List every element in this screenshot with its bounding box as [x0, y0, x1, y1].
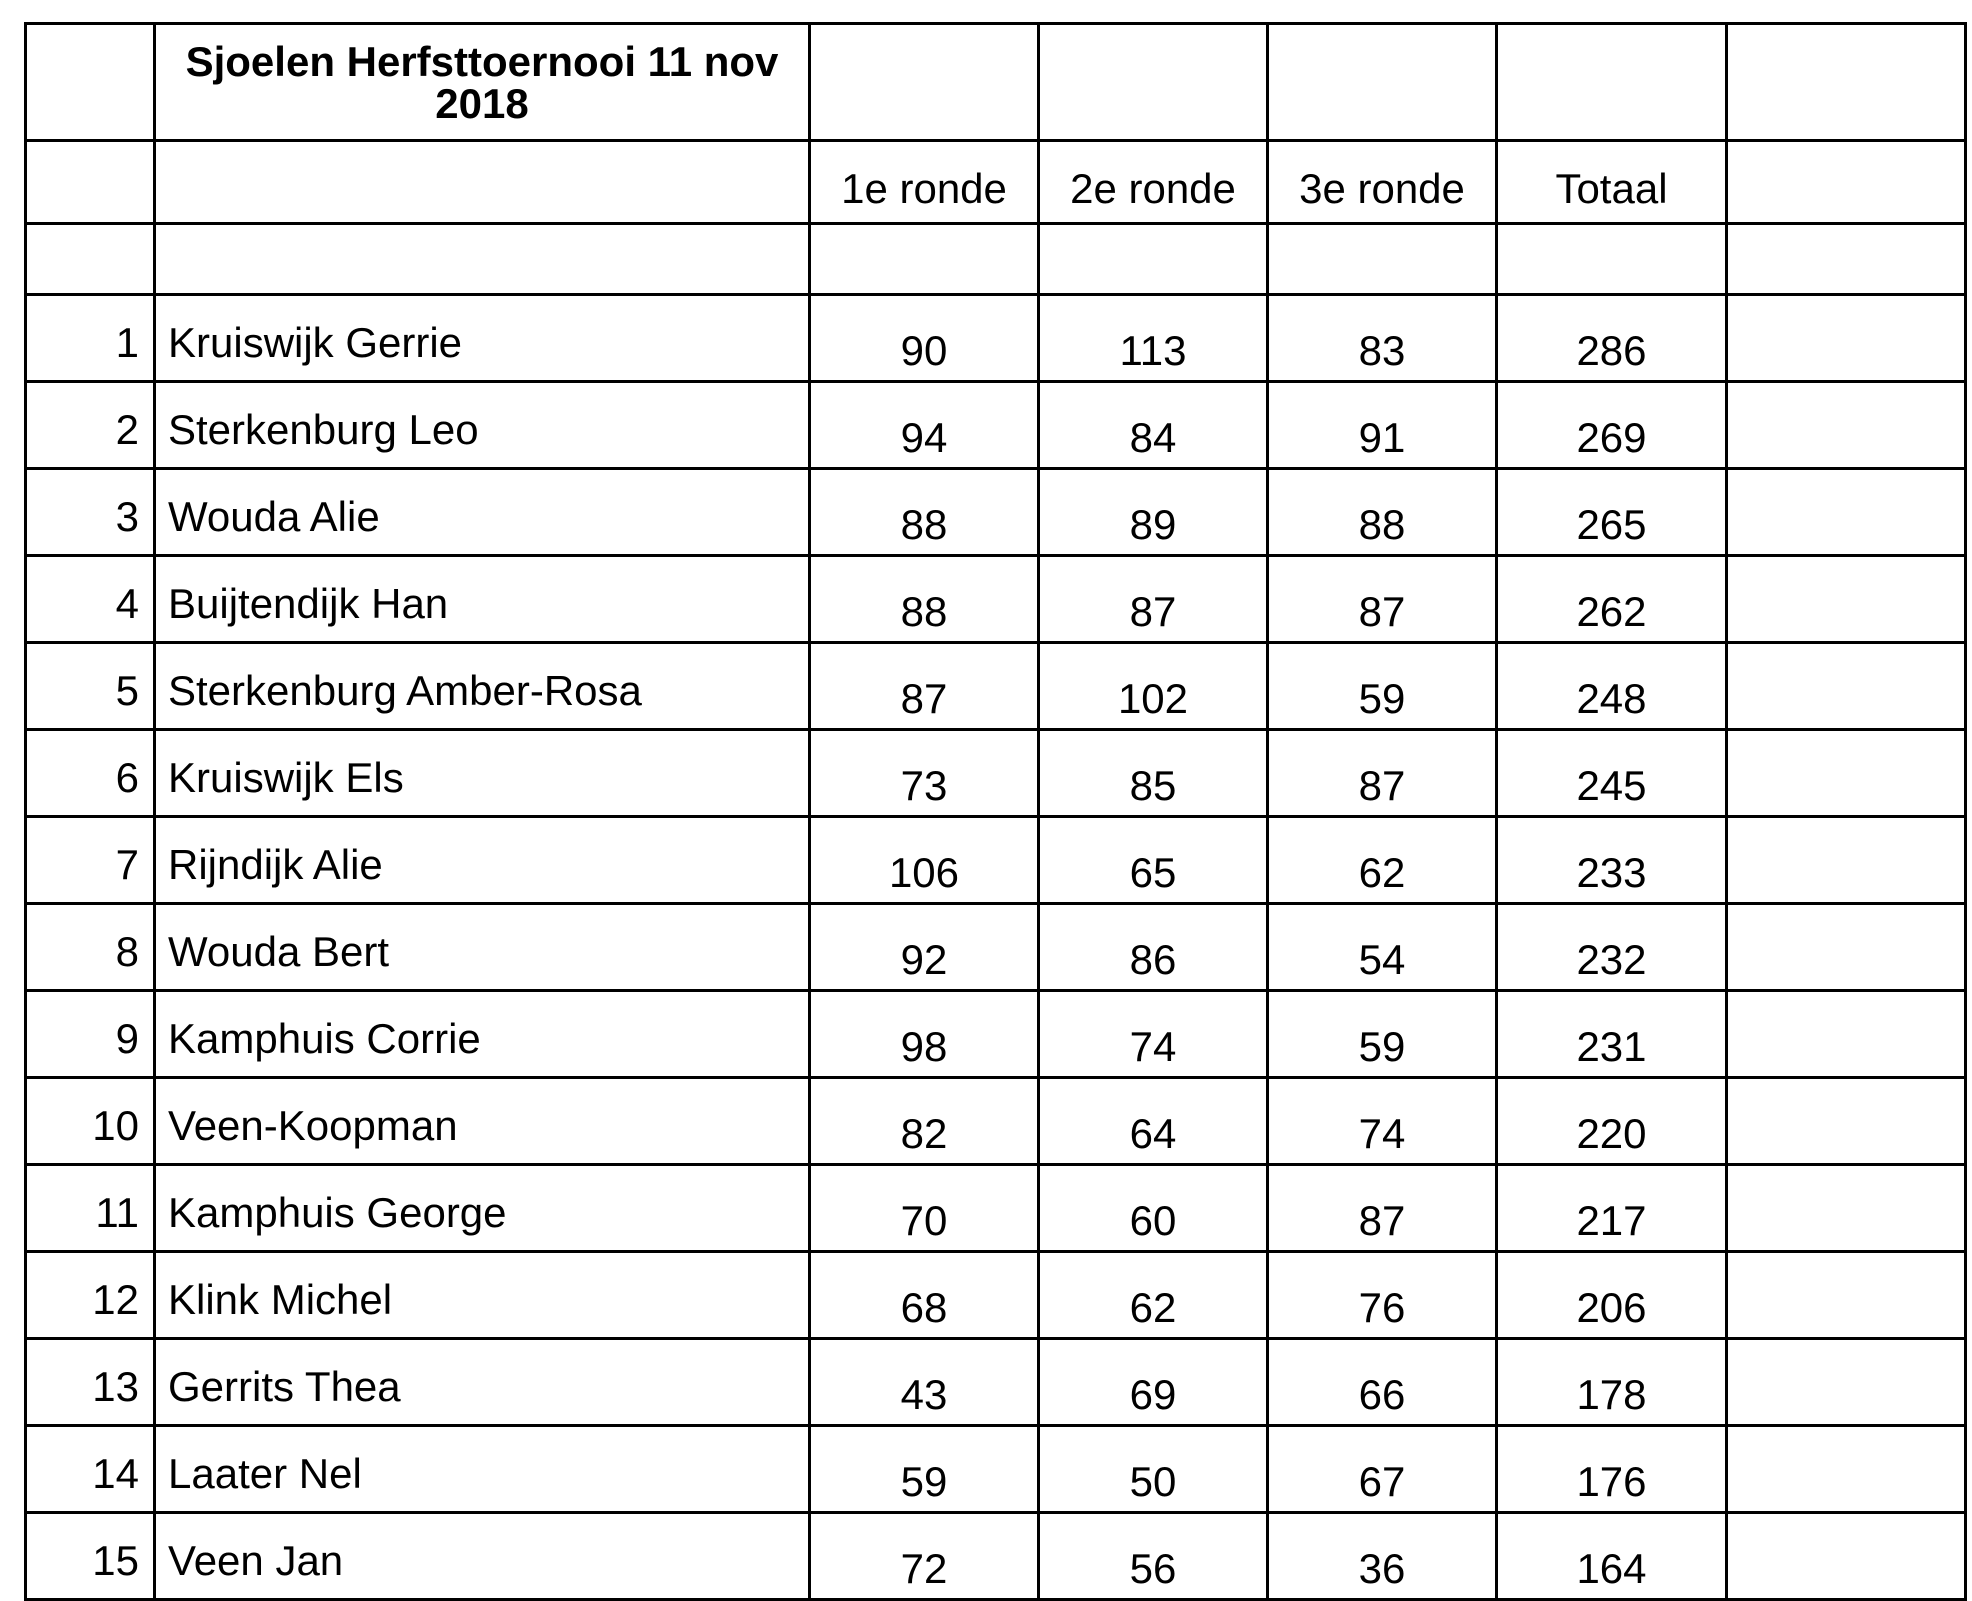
- player-name-cell: Buijtendijk Han: [155, 556, 810, 643]
- round-2-score-cell: 74: [1039, 991, 1268, 1078]
- empty-cell: [1727, 141, 1966, 224]
- empty-cell: [810, 24, 1039, 141]
- empty-cell: [1727, 1426, 1966, 1513]
- round-1-score-cell: 90: [810, 295, 1039, 382]
- round-3-score-cell: 87: [1268, 1165, 1497, 1252]
- total-score-cell: 206: [1497, 1252, 1727, 1339]
- round-1-score-cell: 94: [810, 382, 1039, 469]
- player-name-cell: Wouda Alie: [155, 469, 810, 556]
- rank-cell: 8: [26, 904, 155, 991]
- spacer-row: [26, 224, 1966, 295]
- empty-cell: [1727, 24, 1966, 141]
- round-2-score-cell: 65: [1039, 817, 1268, 904]
- table-row: [26, 382, 1966, 469]
- total-score-cell: 262: [1497, 556, 1727, 643]
- player-name-cell: Klink Michel: [155, 1252, 810, 1339]
- table-row: [26, 1513, 1966, 1600]
- round-3-score-cell: 74: [1268, 1078, 1497, 1165]
- round-3-score-cell: 59: [1268, 643, 1497, 730]
- round-2-score-cell: 56: [1039, 1513, 1268, 1600]
- total-score-cell: 220: [1497, 1078, 1727, 1165]
- rank-cell: 10: [26, 1078, 155, 1165]
- results-table: [24, 22, 1967, 1601]
- table-row: [26, 991, 1966, 1078]
- rank-cell: 6: [26, 730, 155, 817]
- empty-cell: [1727, 1078, 1966, 1165]
- empty-cell: [1727, 904, 1966, 991]
- empty-cell: [155, 141, 810, 224]
- round-3-score-cell: 67: [1268, 1426, 1497, 1513]
- total-score-cell: 269: [1497, 382, 1727, 469]
- round-1-score-cell: 82: [810, 1078, 1039, 1165]
- total-score-cell: 233: [1497, 817, 1727, 904]
- table-row: [26, 1426, 1966, 1513]
- empty-cell: [1727, 224, 1966, 295]
- empty-cell: [26, 141, 155, 224]
- table-row: [26, 1078, 1966, 1165]
- rank-cell: 11: [26, 1165, 155, 1252]
- empty-cell: [1727, 469, 1966, 556]
- total-score-cell: 286: [1497, 295, 1727, 382]
- empty-cell: [1727, 1165, 1966, 1252]
- table-row: [26, 1165, 1966, 1252]
- round-3-score-cell: 62: [1268, 817, 1497, 904]
- empty-cell: [1497, 224, 1727, 295]
- rank-cell: 9: [26, 991, 155, 1078]
- table-row: [26, 1339, 1966, 1426]
- round-2-score-cell: 89: [1039, 469, 1268, 556]
- empty-cell: [1727, 1339, 1966, 1426]
- empty-cell: [1039, 24, 1268, 141]
- round-2-score-cell: 62: [1039, 1252, 1268, 1339]
- column-header-round-3: 3e ronde: [1268, 141, 1497, 224]
- round-1-score-cell: 92: [810, 904, 1039, 991]
- round-1-score-cell: 98: [810, 991, 1039, 1078]
- empty-cell: [1268, 24, 1497, 141]
- table-row: [26, 469, 1966, 556]
- round-1-score-cell: 88: [810, 556, 1039, 643]
- empty-cell: [1268, 224, 1497, 295]
- rank-cell: 7: [26, 817, 155, 904]
- empty-cell: [1727, 1252, 1966, 1339]
- player-name-cell: Veen-Koopman: [155, 1078, 810, 1165]
- round-3-score-cell: 91: [1268, 382, 1497, 469]
- table-row: [26, 1252, 1966, 1339]
- round-2-score-cell: 64: [1039, 1078, 1268, 1165]
- total-score-cell: 176: [1497, 1426, 1727, 1513]
- rank-cell: 15: [26, 1513, 155, 1600]
- total-score-cell: 231: [1497, 991, 1727, 1078]
- empty-cell: [1497, 24, 1727, 141]
- total-score-cell: 245: [1497, 730, 1727, 817]
- total-score-cell: 164: [1497, 1513, 1727, 1600]
- round-2-score-cell: 102: [1039, 643, 1268, 730]
- round-1-score-cell: 106: [810, 817, 1039, 904]
- round-3-score-cell: 54: [1268, 904, 1497, 991]
- round-1-score-cell: 68: [810, 1252, 1039, 1339]
- player-name-cell: Sterkenburg Amber-Rosa: [155, 643, 810, 730]
- total-score-cell: 232: [1497, 904, 1727, 991]
- column-header-total: Totaal: [1497, 141, 1727, 224]
- rank-cell: 5: [26, 643, 155, 730]
- table-row: [26, 556, 1966, 643]
- player-name-cell: Rijndijk Alie: [155, 817, 810, 904]
- column-header-row: [26, 141, 1966, 224]
- round-3-score-cell: 36: [1268, 1513, 1497, 1600]
- empty-cell: [1727, 295, 1966, 382]
- rank-cell: 12: [26, 1252, 155, 1339]
- round-1-score-cell: 59: [810, 1426, 1039, 1513]
- empty-cell: [1727, 817, 1966, 904]
- player-name-cell: Laater Nel: [155, 1426, 810, 1513]
- round-2-score-cell: 87: [1039, 556, 1268, 643]
- player-name-cell: Kruiswijk Els: [155, 730, 810, 817]
- empty-cell: [1039, 224, 1268, 295]
- rank-cell: 2: [26, 382, 155, 469]
- empty-cell: [1727, 730, 1966, 817]
- empty-cell: [1727, 382, 1966, 469]
- round-3-score-cell: 59: [1268, 991, 1497, 1078]
- rank-cell: 4: [26, 556, 155, 643]
- round-2-score-cell: 50: [1039, 1426, 1268, 1513]
- player-name-cell: Veen Jan: [155, 1513, 810, 1600]
- column-header-round-1: 1e ronde: [810, 141, 1039, 224]
- table-row: [26, 730, 1966, 817]
- title-row: [26, 24, 1966, 141]
- round-2-score-cell: 113: [1039, 295, 1268, 382]
- player-name-cell: Kamphuis George: [155, 1165, 810, 1252]
- empty-cell: [810, 224, 1039, 295]
- player-name-cell: Kruiswijk Gerrie: [155, 295, 810, 382]
- empty-cell: [26, 24, 155, 141]
- round-2-score-cell: 86: [1039, 904, 1268, 991]
- empty-cell: [1727, 556, 1966, 643]
- total-score-cell: 248: [1497, 643, 1727, 730]
- round-3-score-cell: 76: [1268, 1252, 1497, 1339]
- round-1-score-cell: 87: [810, 643, 1039, 730]
- round-3-score-cell: 87: [1268, 556, 1497, 643]
- round-1-score-cell: 72: [810, 1513, 1039, 1600]
- round-3-score-cell: 66: [1268, 1339, 1497, 1426]
- table-row: [26, 643, 1966, 730]
- column-header-round-2: 2e ronde: [1039, 141, 1268, 224]
- round-2-score-cell: 60: [1039, 1165, 1268, 1252]
- player-name-cell: Kamphuis Corrie: [155, 991, 810, 1078]
- table-row: [26, 817, 1966, 904]
- round-1-score-cell: 88: [810, 469, 1039, 556]
- round-1-score-cell: 73: [810, 730, 1039, 817]
- total-score-cell: 265: [1497, 469, 1727, 556]
- total-score-cell: 217: [1497, 1165, 1727, 1252]
- empty-cell: [1727, 991, 1966, 1078]
- table-title: Sjoelen Herfsttoernooi 11 nov 2018: [155, 24, 810, 141]
- empty-cell: [26, 224, 155, 295]
- player-name-cell: Gerrits Thea: [155, 1339, 810, 1426]
- round-3-score-cell: 87: [1268, 730, 1497, 817]
- total-score-cell: 178: [1497, 1339, 1727, 1426]
- player-name-cell: Sterkenburg Leo: [155, 382, 810, 469]
- rank-cell: 14: [26, 1426, 155, 1513]
- table-row: [26, 904, 1966, 991]
- rank-cell: 3: [26, 469, 155, 556]
- round-1-score-cell: 70: [810, 1165, 1039, 1252]
- results-table-body: [26, 24, 1966, 1600]
- round-2-score-cell: 84: [1039, 382, 1268, 469]
- rank-cell: 1: [26, 295, 155, 382]
- round-3-score-cell: 88: [1268, 469, 1497, 556]
- round-2-score-cell: 85: [1039, 730, 1268, 817]
- round-1-score-cell: 43: [810, 1339, 1039, 1426]
- empty-cell: [1727, 643, 1966, 730]
- empty-cell: [1727, 1513, 1966, 1600]
- round-2-score-cell: 69: [1039, 1339, 1268, 1426]
- round-3-score-cell: 83: [1268, 295, 1497, 382]
- empty-cell: [155, 224, 810, 295]
- table-row: [26, 295, 1966, 382]
- player-name-cell: Wouda Bert: [155, 904, 810, 991]
- rank-cell: 13: [26, 1339, 155, 1426]
